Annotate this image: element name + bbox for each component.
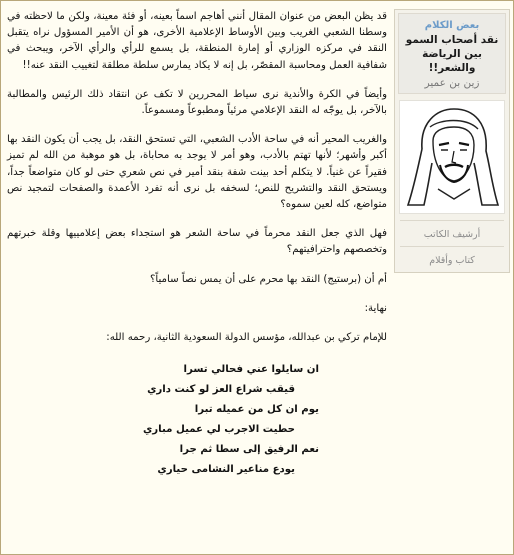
- sidebar-header: [398, 13, 506, 94]
- poem-line-2: قيقب شراع العز لو كنت داري: [147, 384, 295, 396]
- author-name[interactable]: زين بن عمير: [424, 77, 480, 89]
- article-paragraph-6: نهاية:: [364, 302, 387, 314]
- poem-line-3: يوم ان كل من عميله تبرا: [194, 404, 319, 416]
- article-body: [7, 9, 387, 549]
- article-paragraph-5: أم أن (برستيج) النقد بها محرم على أن يمس نصاً سامياً؟: [149, 273, 387, 285]
- poem-line-6: يودع مناعير النشامى حياري: [157, 464, 295, 476]
- column-name[interactable]: بعض الكلام: [424, 20, 480, 31]
- article-paragraph-3: والغريب المحير أنه في ساحة الأدب الشعبي، التي تستحق النقد، بل يجب أن يكون النقد بها أكبر وأشهر؛ لأنها تهتم بالأدب، وهو أمر لا يوجد به محاباة، بل هو موهبة من الله لم تميز فقيراً عن غنياً. لا يتكلم أحد بينت شفة بنقد أمير في نص شعري حتى لو كان متواضعاً جداً، ويستحق النقد والتشريح للنص؛ لسخفه بل نرى أنه تفرد الأعمدة والصفحات لتمجيد نص متواضع، كله لعين سموه؟: [7, 134, 387, 211]
- article-paragraph-4: فهل الذي جعل النقد محرماً في ساحة الشعر هو استجداء بعض إعلامييها وقلة خبرتهم وتخصصهم واحترافيتهم؟: [7, 228, 387, 256]
- poem-line-1: ان سايلوا عني فحالي تسرا: [183, 364, 319, 376]
- article-paragraph-2: وأيضاً في الكرة والأندية نرى سياط المحررين لا تكف عن انتقاد ذلك الرئيس والمطالبة بالآخر، بل يوجّه له النقد الإعلامي مرئياً ومطبوعاً ومسموعاً.: [7, 88, 387, 117]
- article-title: نقد أصحاب السمو بين الرياضة والشعر!!: [405, 34, 499, 74]
- article-paragraph-7: للإمام تركي بن عبدالله، مؤسس الدولة السعودية الثانية، رحمه الله:: [106, 332, 387, 344]
- article-paragraph-1: قد يظن البعض من عنوان المقال أنني أهاجم اسماً بعينه، أو فئة معينة، ولكن ما لاحظته في وسطنا الشعبي الغريب وبين الأوساط الإعلامية الأخرى، هو أن الأمير المسؤول نراه يتقبل النقد في مركزه الوزاري أو إمارة المنطقة، بل يسمع للرأي والرأي الآخر، ويبحث في شفافية العمل ومحاسبة المقصّر، بل إنه لا يكاد يمارس سلطة مطلقة لتغييب النقد عنه!!: [7, 11, 387, 71]
- poem: [7, 360, 319, 480]
- author-archive-link[interactable]: أرشيف الكاتب: [400, 220, 504, 246]
- author-sidebar: [394, 9, 510, 273]
- writers-link[interactable]: كتاب وأقلام: [400, 246, 504, 272]
- author-portrait-icon: [399, 100, 505, 214]
- poem-line-4: حطيت الاجرب لي عميل مباري: [142, 424, 295, 436]
- poem-line-5: نعم الرفيق إلى سطا ثم جرا: [179, 444, 319, 456]
